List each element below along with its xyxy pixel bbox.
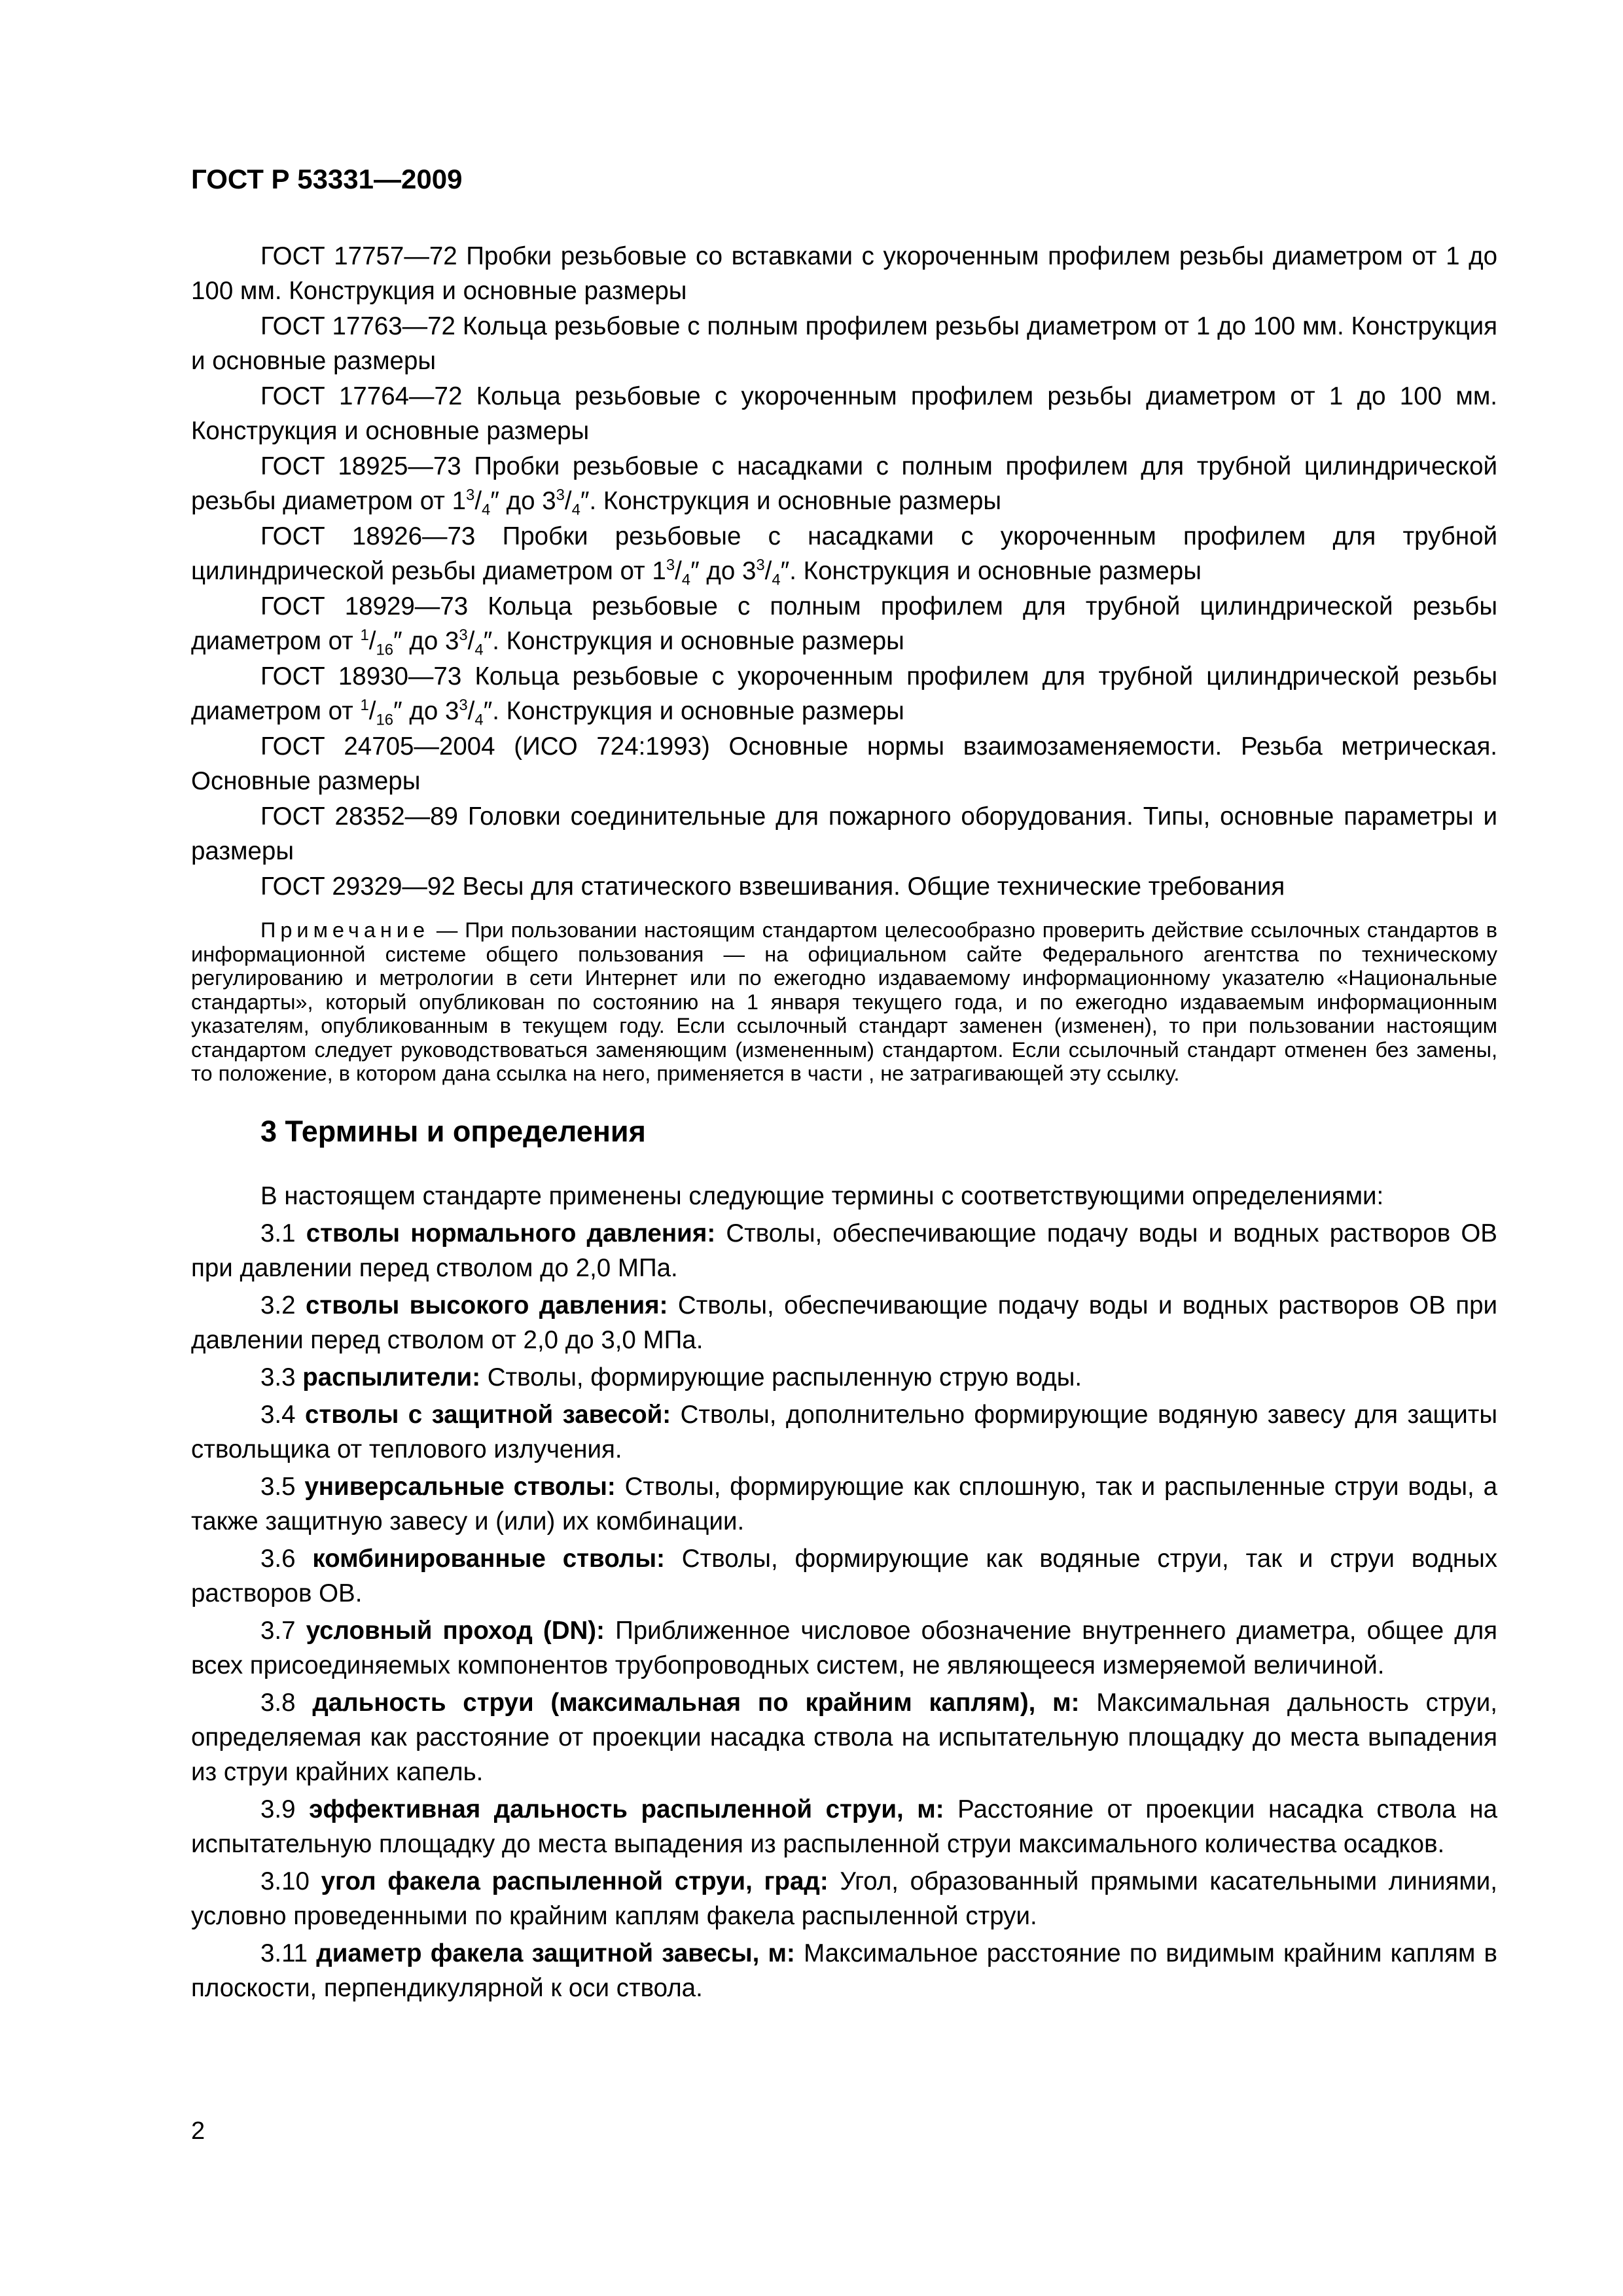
term-definition — [191, 1397, 1497, 1467]
term-number: 3.7 — [260, 1616, 296, 1645]
term-definition — [191, 1792, 1497, 1861]
reference-title: Кольца резьбовые с полным профилем для трубной цилиндрической резьбы диаметром от $^1/_{16}''$ до $3^3/_4''$. Конструкция и основные размеры — [191, 592, 1497, 659]
term-name: комбинированные стволы: — [312, 1544, 665, 1573]
reference-item — [191, 449, 1497, 518]
term-definition — [191, 1685, 1497, 1789]
reference-code: ГОСТ 28352—89 — [260, 802, 458, 831]
term-number: 3.6 — [260, 1544, 296, 1573]
term-text: Максимальная дальность струи, определяемая как расстояние от проекции насадка ствола на испытательную площадку до места выпадения из струи крайних капель. — [191, 1688, 1498, 1786]
reference-item — [191, 519, 1497, 588]
reference-item — [191, 729, 1497, 798]
term-definition — [191, 1469, 1497, 1539]
reference-item — [191, 589, 1497, 658]
reference-title: Кольца резьбовые с полным профилем резьбы диаметром от 1 до 100 мм. Конструкция и основные размеры — [191, 312, 1497, 375]
reference-title: Пробки резьбовые со вставками с укороченным профилем резьбы диаметром от 1 до 100 мм. Конструкция и основные размеры — [191, 242, 1497, 305]
reference-title: Пробки резьбовые с насадками с укороченным профилем для трубной цилиндрической резьбы диаметром от $1^3/_4''$ до $3^3/_4''$. Конструкция и основные размеры — [191, 522, 1497, 589]
reference-item — [191, 659, 1497, 728]
term-definition — [191, 1288, 1497, 1357]
term-name: диаметр факела защитной завесы, м: — [316, 1939, 795, 1967]
term-text: Угол, образованный прямыми касательными линиями, условно проведенными по крайним каплям факела распыленной струи. — [191, 1867, 1497, 1930]
reference-code: ГОСТ 17763—72 — [260, 312, 455, 340]
document-body — [191, 239, 1497, 2008]
term-text: Приближенное числовое обозначение внутреннего диаметра, общее для всех присоединяемых компонентов трубопроводных систем, не являющееся измеряемой величиной. — [191, 1616, 1498, 1679]
term-number: 3.3 — [260, 1363, 296, 1391]
term-name: угол факела распыленной струи, град: — [321, 1867, 829, 1895]
term-definition — [191, 1613, 1497, 1683]
term-name: стволы нормального давления: — [306, 1219, 716, 1247]
reference-code: ГОСТ 18926—73 — [260, 522, 476, 550]
term-name: стволы с защитной завесой: — [305, 1400, 671, 1429]
term-text: Расстояние от проекции насадка ствола на испытательную площадку до места выпадения из распыленной струи максимального количества осадков. — [191, 1795, 1498, 1858]
normative-references-list — [191, 239, 1497, 904]
document-header: ГОСТ Р 53331—2009 — [191, 164, 463, 194]
page-number: 2 — [191, 2117, 205, 2145]
reference-code: ГОСТ 18930—73 — [260, 662, 462, 691]
reference-item — [191, 869, 1497, 904]
reference-title: Головки соединительные для пожарного оборудования. Типы, основные параметры и размеры — [191, 802, 1497, 865]
note-paragraph — [191, 918, 1497, 1086]
term-name: универсальные стволы: — [304, 1472, 616, 1501]
term-number: 3.9 — [260, 1795, 296, 1823]
term-definition — [191, 1541, 1497, 1611]
term-number: 3.2 — [260, 1291, 296, 1319]
reference-item — [191, 309, 1497, 378]
reference-code: ГОСТ 29329—92 — [260, 872, 455, 901]
note-label: Примечание — [260, 918, 430, 942]
reference-item — [191, 239, 1497, 308]
reference-title: Основные нормы взаимозаменяемости. Резьба метрическая. Основные размеры — [191, 732, 1497, 795]
term-number: 3.8 — [260, 1688, 296, 1717]
term-name: распылители: — [302, 1363, 481, 1391]
term-definition — [191, 1936, 1497, 2005]
reference-code: ГОСТ 17757—72 — [260, 242, 457, 270]
term-text: Стволы, формирующие как сплошную, так и распыленные струи воды, а также защитную завесу и (или) их комбинации. — [191, 1472, 1497, 1535]
term-number: 3.4 — [260, 1400, 296, 1429]
term-text: Стволы, формирующие как водяные струи, так и струи водных растворов ОВ. — [191, 1544, 1497, 1607]
reference-title: Пробки резьбовые с насадками с полным профилем для трубной цилиндрической резьбы диаметром от $1^3/_4''$ до $3^3/_4''$. Конструкция и основные размеры — [191, 452, 1497, 519]
reference-item — [191, 379, 1497, 448]
reference-code: ГОСТ 17764—72 — [260, 382, 463, 410]
reference-title: Кольца резьбовые с укороченным профилем резьбы диаметром от 1 до 100 мм. Конструкция и основные размеры — [191, 382, 1497, 445]
term-number: 3.1 — [260, 1219, 296, 1247]
term-text: Стволы, обеспечивающие подачу воды и водных растворов ОВ при давлении перед стволом от 2,0 до 3,0 МПа. — [191, 1291, 1498, 1354]
reference-code: ГОСТ 24705—2004 (ИСО 724:1993) — [260, 732, 710, 761]
term-name: условный проход (DN): — [306, 1616, 605, 1645]
term-name: стволы высокого давления: — [305, 1291, 668, 1319]
section-title: 3 Термины и определения — [260, 1114, 646, 1148]
term-text: Стволы, дополнительно формирующие водяную завесу для защиты ствольщика от теплового излучения. — [191, 1400, 1498, 1463]
reference-code: ГОСТ 18929—73 — [260, 592, 469, 620]
note-text: — При пользовании настоящим стандартом целесообразно проверить действие ссылочных стандартов в информационной системе общего пользования — на официальном сайте Федерального агентства по техническому регулированию и метрологии в сети Интернет или по ежегодно издаваемому информационному указателю «Национальные стандарты», который опубликован по состоянию на 1 января текущего года, и по ежегодно издаваемым информационным указателям, опубликованным в текущем году. Если ссылочный стандарт заменен (изменен), то при пользовании настоящим стандартом следует руководствоваться заменяющим (измененным) стандартом. Если ссылочный стандарт отменен без замены, то положение, в котором дана ссылка на него, применяется в части , не затрагивающей эту ссылку. — [191, 918, 1497, 1085]
term-number: 3.5 — [260, 1472, 296, 1501]
term-name: дальность струи (максимальная по крайним каплям), м: — [312, 1688, 1080, 1717]
term-number: 3.10 — [260, 1867, 310, 1895]
reference-item — [191, 799, 1497, 869]
reference-title: Кольца резьбовые с укороченным профилем для трубной цилиндрической резьбы диаметром от $^1/_{16}''$ до $3^3/_4''$. Конструкция и основные размеры — [191, 662, 1497, 729]
term-definition — [191, 1360, 1497, 1395]
term-definition — [191, 1864, 1497, 1933]
term-name: эффективная дальность распыленной струи, м: — [309, 1795, 944, 1823]
term-text: Стволы, формирующие распыленную струю воды. — [487, 1363, 1082, 1391]
reference-title: Весы для статического взвешивания. Общие технические требования — [462, 872, 1285, 901]
reference-code: ГОСТ 18925—73 — [260, 452, 461, 480]
term-number: 3.11 — [260, 1939, 308, 1967]
terms-intro: В настоящем стандарте применены следующие термины с соответствующими определениями: — [260, 1181, 1384, 1210]
term-text: Максимальное расстояние по видимым крайним каплям в плоскости, перпендикулярной к оси ствола. — [191, 1939, 1498, 2002]
term-text: Стволы, обеспечивающие подачу воды и водных растворов ОВ при давлении перед стволом до 2,0 МПа. — [191, 1219, 1497, 1282]
terms-list — [191, 1179, 1497, 2005]
term-definition — [191, 1216, 1497, 1285]
